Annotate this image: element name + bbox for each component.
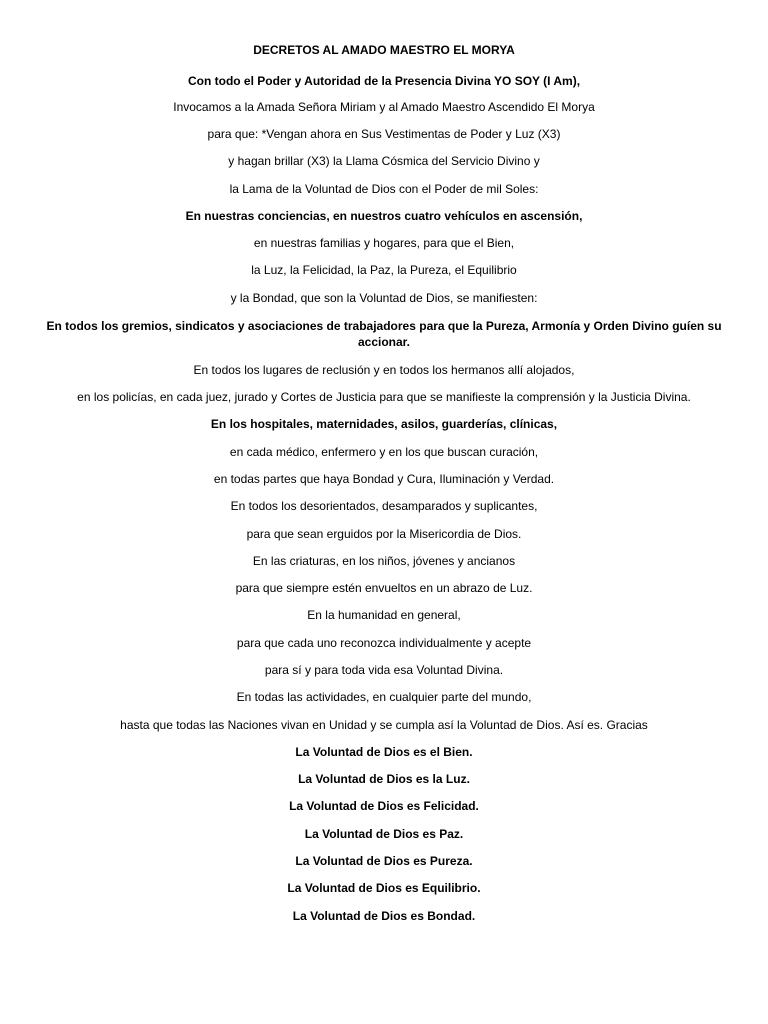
decree-line: en nuestras familias y hogares, para que el Bien, [253, 236, 515, 250]
decree-line: La Voluntad de Dios es Equilibrio. [287, 881, 481, 895]
decree-line: y la Bondad, que son la Voluntad de Dios, se manifiesten: [230, 291, 538, 305]
decree-line: en cada médico, enfermero y en los que buscan curación, [229, 445, 539, 459]
decree-line: La Voluntad de Dios es Bondad. [292, 909, 476, 923]
decree-line: para que: *Vengan ahora en Sus Vestimentas de Poder y Luz (X3) [207, 127, 561, 141]
decree-line: en todas partes que haya Bondad y Cura, Iluminación y Verdad. [213, 472, 555, 486]
decree-line: En todos los lugares de reclusión y en todos los hermanos allí alojados, [193, 363, 575, 377]
decree-line: En los hospitales, maternidades, asilos, guarderías, clínicas, [210, 417, 558, 431]
decree-line: y hagan brillar (X3) la Llama Cósmica del Servicio Divino y [228, 154, 540, 168]
decree-line: La Voluntad de Dios es la Luz. [298, 772, 470, 786]
decree-line: en los policías, en cada juez, jurado y Cortes de Justicia para que se manifieste la comprensión y la Justicia Divina. [77, 390, 691, 404]
decree-line: La Voluntad de Dios es el Bien. [295, 745, 473, 759]
decree-line: para que cada uno reconozca individualmente y acepte [236, 636, 532, 650]
decree-line: En todos los desorientados, desamparados y suplicantes, [230, 499, 538, 513]
decree-line: para sí y para toda vida esa Voluntad Divina. [264, 663, 504, 677]
decree-line: La Voluntad de Dios es Pureza. [295, 854, 473, 868]
decree-line: hasta que todas las Naciones vivan en Unidad y se cumpla así la Voluntad de Dios. Así es. Gracias [120, 718, 648, 732]
decree-line: Con todo el Poder y Autoridad de la Presencia Divina YO SOY (I Am), [187, 74, 581, 88]
decree-line: En nuestras conciencias, en nuestros cuatro vehículos en ascensión, [185, 209, 583, 223]
decree-line: para que sean erguidos por la Misericordia de Dios. [246, 527, 522, 541]
decree-line: para que siempre estén envueltos en un abrazo de Luz. [235, 581, 533, 595]
decree-line: La Voluntad de Dios es Paz. [304, 827, 464, 841]
decree-line: la Luz, la Felicidad, la Paz, la Pureza, el Equilibrio [251, 263, 517, 277]
decree-line: En todas las actividades, en cualquier parte del mundo, [236, 690, 532, 704]
decree-line: En las criaturas, en los niños, jóvenes y ancianos [252, 554, 516, 568]
decree-line: En todos los gremios, sindicatos y asociaciones de trabajadores para que la Pureza, Armonía y Orden Divino guíen su accionar. [46, 319, 722, 349]
decree-line: En la humanidad en general, [307, 608, 461, 622]
decree-line: la Lama de la Voluntad de Dios con el Poder de mil Soles: [229, 182, 539, 196]
decree-line: La Voluntad de Dios es Felicidad. [289, 799, 479, 813]
decree-line: Invocamos a la Amada Señora Miriam y al Amado Maestro Ascendido El Morya [173, 100, 595, 114]
document-title: DECRETOS AL AMADO MAESTRO EL MORYA [253, 43, 515, 57]
